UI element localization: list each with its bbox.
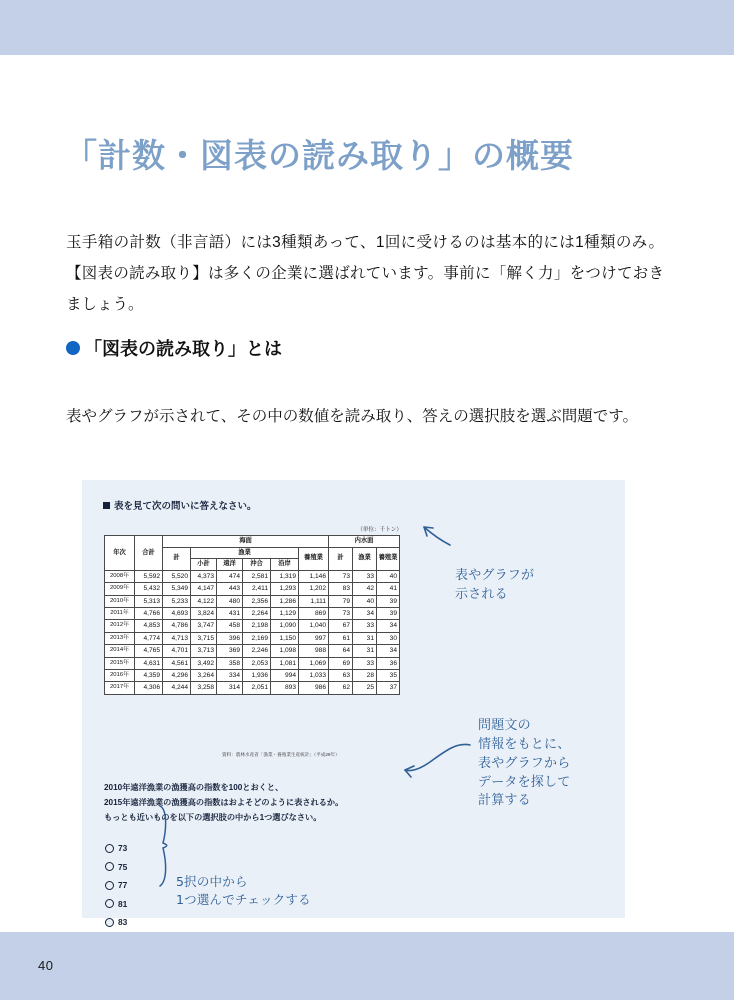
th-coastal: 沿岸 — [271, 559, 299, 571]
cell-value: 1,319 — [271, 570, 299, 582]
cell-value: 4,631 — [135, 657, 163, 669]
cell-value: 4,373 — [191, 570, 217, 582]
cell-value: 4,766 — [135, 608, 163, 620]
cell-value: 997 — [299, 632, 329, 644]
answer-choice[interactable] — [105, 913, 127, 932]
cell-value: 34 — [377, 620, 400, 632]
cell-year: 2017年 — [105, 682, 135, 694]
cell-value: 2,581 — [243, 570, 271, 582]
cell-value: 988 — [299, 645, 329, 657]
panel-instruction-label: 表を見て次の問いに答えなさい。 — [114, 501, 257, 512]
cell-value: 4,147 — [191, 583, 217, 595]
cell-value: 1,936 — [243, 670, 271, 682]
cell-value: 42 — [353, 583, 377, 595]
radio-icon[interactable] — [105, 899, 114, 908]
table-header — [105, 536, 400, 571]
th-inland-group: 内水面 — [329, 536, 400, 548]
cell-value: 2,246 — [243, 645, 271, 657]
example-question-panel — [82, 480, 625, 928]
table-source-note: 資料：農林水産省「漁業・養殖業生産統計」（平成29年） — [222, 752, 340, 757]
th-inland-fishery: 漁業 — [353, 547, 377, 570]
answer-choice-label: 77 — [118, 880, 128, 891]
page-title: 「計数・図表の読み取り」の概要 — [64, 137, 574, 175]
cell-value: 5,592 — [135, 570, 163, 582]
cell-value: 40 — [377, 570, 400, 582]
cell-value: 1,150 — [271, 632, 299, 644]
cell-value: 4,561 — [163, 657, 191, 669]
cell-value: 1,293 — [271, 583, 299, 595]
answer-choice-label: 73 — [118, 843, 128, 854]
cell-value: 2,264 — [243, 608, 271, 620]
cell-value: 5,520 — [163, 570, 191, 582]
cell-value: 34 — [353, 608, 377, 620]
cell-value: 5,233 — [163, 595, 191, 607]
th-sea-aquaculture: 養殖業 — [299, 547, 329, 570]
answer-choice[interactable] — [105, 876, 127, 895]
cell-year: 2016年 — [105, 670, 135, 682]
section-heading-label: 「図表の読み取り」とは — [84, 339, 282, 359]
table-unit-note: （単位：千トン） — [357, 527, 402, 533]
th-total: 合計 — [135, 536, 163, 571]
cell-value: 28 — [353, 670, 377, 682]
answer-choice-list — [105, 839, 127, 932]
cell-value: 61 — [329, 632, 353, 644]
annotation-find-data: 問題文の 情報をもとに、 表やグラフから データを探して 計算する — [478, 718, 571, 809]
cell-value: 1,129 — [271, 608, 299, 620]
fisheries-data-table — [104, 535, 400, 695]
cell-value: 69 — [329, 657, 353, 669]
cell-year: 2014年 — [105, 645, 135, 657]
answer-choice[interactable] — [105, 839, 127, 858]
table-body — [105, 570, 400, 694]
cell-value: 64 — [329, 645, 353, 657]
table-row — [105, 595, 400, 607]
cell-value: 3,713 — [191, 645, 217, 657]
cell-value: 4,693 — [163, 608, 191, 620]
cell-value: 4,701 — [163, 645, 191, 657]
cell-value: 41 — [377, 583, 400, 595]
cell-value: 73 — [329, 570, 353, 582]
cell-year: 2011年 — [105, 608, 135, 620]
table-row — [105, 645, 400, 657]
cell-value: 1,202 — [299, 583, 329, 595]
cell-value: 3,747 — [191, 620, 217, 632]
cell-value: 4,774 — [135, 632, 163, 644]
cell-value: 314 — [217, 682, 243, 694]
cell-year: 2010年 — [105, 595, 135, 607]
radio-icon[interactable] — [105, 862, 114, 871]
cell-value: 1,069 — [299, 657, 329, 669]
example-question-text: 2010年遠洋漁業の漁獲高の指数を100とおくと、 2015年遠洋漁業の漁獲高の指数はおよそどのように表されるか。 もっとも近いものを以下の選択肢の中から1つ選びなさい。 — [104, 783, 344, 823]
cell-value: 33 — [353, 570, 377, 582]
cell-value: 1,033 — [299, 670, 329, 682]
cell-value: 3,264 — [191, 670, 217, 682]
cell-value: 1,098 — [271, 645, 299, 657]
cell-value: 3,258 — [191, 682, 217, 694]
cell-value: 480 — [217, 595, 243, 607]
cell-value: 35 — [377, 670, 400, 682]
radio-icon[interactable] — [105, 844, 114, 853]
answer-choice-label: 83 — [118, 917, 128, 928]
table-row — [105, 682, 400, 694]
table-row — [105, 583, 400, 595]
radio-icon[interactable] — [105, 881, 114, 890]
cell-value: 1,090 — [271, 620, 299, 632]
table-row — [105, 570, 400, 582]
answer-choice-label: 81 — [118, 898, 128, 909]
cell-value: 62 — [329, 682, 353, 694]
cell-value: 4,713 — [163, 632, 191, 644]
section-paragraph: 表やグラフが示されて、その中の数値を読み取り、答えの選択肢を選ぶ問題です。 — [66, 407, 638, 425]
cell-value: 83 — [329, 583, 353, 595]
cell-value: 369 — [217, 645, 243, 657]
cell-value: 2,411 — [243, 583, 271, 595]
cell-value: 1,081 — [271, 657, 299, 669]
cell-value: 4,765 — [135, 645, 163, 657]
cell-value: 63 — [329, 670, 353, 682]
th-year: 年次 — [105, 536, 135, 571]
cell-value: 358 — [217, 657, 243, 669]
cell-value: 67 — [329, 620, 353, 632]
th-sea-group: 海面 — [163, 536, 329, 548]
cell-value: 474 — [217, 570, 243, 582]
answer-choice[interactable] — [105, 858, 127, 877]
cell-value: 4,244 — [163, 682, 191, 694]
annotation-table-shown: 表やグラフが 示される — [455, 568, 535, 602]
cell-value: 39 — [377, 595, 400, 607]
cell-value: 986 — [299, 682, 329, 694]
th-inland-aquaculture: 養殖業 — [377, 547, 400, 570]
cell-value: 1,286 — [271, 595, 299, 607]
cell-value: 2,169 — [243, 632, 271, 644]
th-offshore: 沖合 — [243, 559, 271, 571]
page-content — [0, 55, 734, 932]
cell-value: 37 — [377, 682, 400, 694]
table-row — [105, 620, 400, 632]
cell-value: 2,051 — [243, 682, 271, 694]
cell-value: 2,356 — [243, 595, 271, 607]
th-inland-subtotal: 計 — [329, 547, 353, 570]
cell-value: 2,053 — [243, 657, 271, 669]
page-header-band — [0, 0, 734, 55]
cell-value: 3,492 — [191, 657, 217, 669]
cell-value: 40 — [353, 595, 377, 607]
section-heading — [66, 335, 282, 361]
cell-year: 2008年 — [105, 570, 135, 582]
cell-value: 893 — [271, 682, 299, 694]
cell-value: 79 — [329, 595, 353, 607]
cell-value: 1,111 — [299, 595, 329, 607]
cell-year: 2013年 — [105, 632, 135, 644]
radio-icon[interactable] — [105, 918, 114, 927]
cell-value: 994 — [271, 670, 299, 682]
cell-value: 39 — [377, 608, 400, 620]
cell-value: 31 — [353, 632, 377, 644]
cell-year: 2015年 — [105, 657, 135, 669]
cell-year: 2012年 — [105, 620, 135, 632]
bullet-dot-icon — [66, 341, 80, 355]
th-far-sea: 遠洋 — [217, 559, 243, 571]
table-row — [105, 632, 400, 644]
cell-value: 4,296 — [163, 670, 191, 682]
table-row — [105, 657, 400, 669]
cell-value: 4,786 — [163, 620, 191, 632]
cell-value: 5,349 — [163, 583, 191, 595]
cell-value: 443 — [217, 583, 243, 595]
cell-value: 5,432 — [135, 583, 163, 595]
cell-value: 3,824 — [191, 608, 217, 620]
cell-value: 2,198 — [243, 620, 271, 632]
table-row — [105, 670, 400, 682]
page-number: 40 — [38, 958, 54, 973]
cell-value: 4,122 — [191, 595, 217, 607]
answer-choice[interactable] — [105, 895, 127, 914]
cell-value: 334 — [217, 670, 243, 682]
th-sea-subtotal: 計 — [163, 547, 191, 570]
cell-value: 5,313 — [135, 595, 163, 607]
th-small-total: 小計 — [191, 559, 217, 571]
square-bullet-icon — [103, 502, 110, 509]
cell-value: 25 — [353, 682, 377, 694]
cell-value: 396 — [217, 632, 243, 644]
table-row — [105, 608, 400, 620]
cell-value: 458 — [217, 620, 243, 632]
cell-value: 4,359 — [135, 670, 163, 682]
cell-value: 4,853 — [135, 620, 163, 632]
cell-value: 4,306 — [135, 682, 163, 694]
cell-year: 2009年 — [105, 583, 135, 595]
cell-value: 36 — [377, 657, 400, 669]
cell-value: 34 — [377, 645, 400, 657]
table-header-row-1 — [105, 536, 400, 548]
page-footer-band — [0, 932, 734, 1000]
cell-value: 869 — [299, 608, 329, 620]
cell-value: 1,040 — [299, 620, 329, 632]
annotation-pick-one: 5択の中から 1つ選んでチェックする — [176, 874, 311, 908]
cell-value: 73 — [329, 608, 353, 620]
cell-value: 30 — [377, 632, 400, 644]
cell-value: 33 — [353, 620, 377, 632]
cell-value: 33 — [353, 657, 377, 669]
intro-paragraph: 玉手箱の計数（非言語）には3種類あって、1回に受けるのは基本的には1種類のみ。【図表の読み取り】は多くの企業に選ばれています。事前に「解く力」をつけておきましょう。 — [66, 233, 664, 313]
answer-choice-label: 75 — [118, 861, 128, 872]
th-sea-fishery: 漁業 — [191, 547, 299, 559]
cell-value: 31 — [353, 645, 377, 657]
cell-value: 431 — [217, 608, 243, 620]
panel-instruction — [103, 498, 257, 512]
cell-value: 1,146 — [299, 570, 329, 582]
cell-value: 3,715 — [191, 632, 217, 644]
